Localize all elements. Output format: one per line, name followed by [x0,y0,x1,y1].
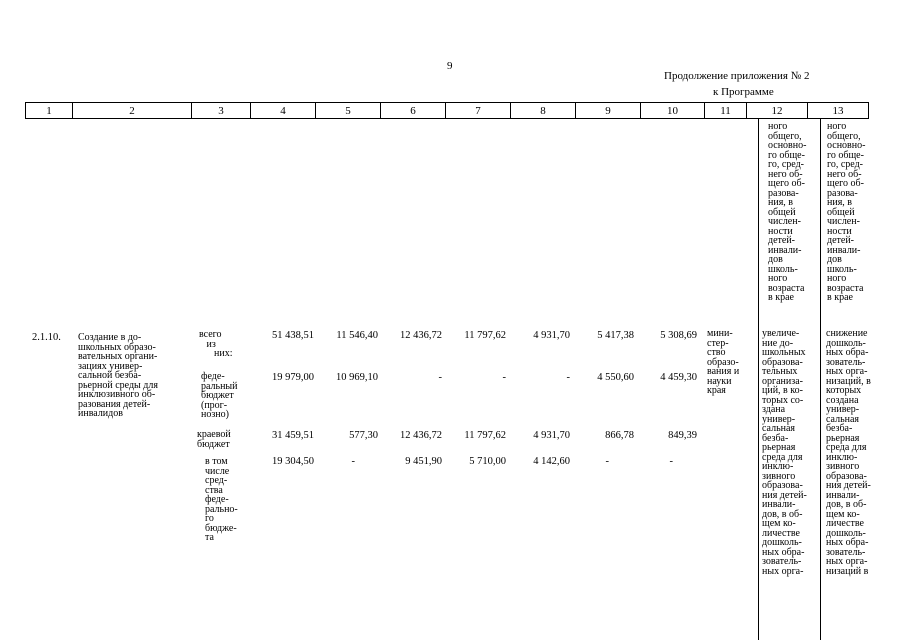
col-header: 3 [192,103,251,119]
row-label-regional: краевой бюджет [197,429,231,450]
item-executor: мини- стер- ство образо- вания и науки края [707,328,740,396]
value-cell: - [605,456,609,467]
col-header: 9 [576,103,641,119]
value-cell: 12 436,72 [400,330,442,341]
value-cell: 19 979,00 [272,372,314,383]
value-cell: 5 417,38 [597,330,634,341]
col12-carryover: ного общего, основно- го обще- го, сред- него об- щего об- разова- ния, в общей числен- ности детей- инвали- дов школь- ного возраста в крае [768,121,807,303]
row-label-including-federal: в том числе сред- ства феде- рально- го бюдже- та [205,456,238,543]
col-header: 7 [446,103,511,119]
col-header: 4 [251,103,316,119]
col-divider [820,118,821,640]
value-cell: 849,39 [668,430,697,441]
program-caption: к Программе [713,86,774,98]
value-cell: - [351,456,355,467]
value-cell: 9 451,90 [405,456,442,467]
value-cell: - [502,372,506,383]
value-cell: 5 308,69 [660,330,697,341]
row-label-total: всего из них: [199,329,233,359]
row-label-federal: феде- ральный бюджет (прог- нозно) [201,371,238,420]
col-header: 5 [316,103,381,119]
value-cell: 11 797,62 [464,330,506,341]
col-header: 13 [808,103,869,119]
page-number: 9 [447,60,453,72]
col-header: 12 [747,103,808,119]
value-cell: 31 459,51 [272,430,314,441]
value-cell: 866,78 [605,430,634,441]
value-cell: 10 969,10 [336,372,378,383]
col-header: 1 [26,103,73,119]
value-cell: 4 142,60 [533,456,570,467]
item-indicator-13: снижение дошколь- ных обра- зователь- ных орга- низаций, в которых создана универ- сальная безба- рьерная среда для инклю- зивного образова- ния детей- инвали- дов, в об- щем ко- личестве дошколь- ных обра- зователь- ных орга- низаций в [826,328,871,577]
value-cell: 19 304,50 [272,456,314,467]
item-title: Создание в до- школьных образо- вательных органи- зациях универ- сальной безба- рьерной среды для инклюзивного об- разования детей- инвалидов [78,332,158,419]
value-cell: 4 931,70 [533,430,570,441]
value-cell: 4 550,60 [597,372,634,383]
col-divider [758,118,759,640]
col-header: 8 [511,103,576,119]
item-indicator-12: увеличе- ние до- школьных образова- тельных организа- ций, в ко- торых со- здана универ- сальная безба- рьерная среда для инклю- зивного образова- ния детей- инвали- дов, в об- щем ко- личестве дошколь- ных обра- зователь- ных орга- [762,328,807,577]
value-cell: 577,30 [349,430,378,441]
value-cell: 12 436,72 [400,430,442,441]
col-header: 6 [381,103,446,119]
value-cell: 11 797,62 [464,430,506,441]
col-header: 10 [641,103,705,119]
value-cell: 4 931,70 [533,330,570,341]
col-header: 11 [705,103,747,119]
value-cell: 4 459,30 [660,372,697,383]
col-header: 2 [73,103,192,119]
col13-carryover: ного общего, основно- го обще- го, сред- него об- щего об- разова- ния, в общей числен- ности детей- инвали- дов школь- ного возраста в крае [827,121,866,303]
continuation-caption: Продолжение приложения № 2 [664,70,810,82]
value-cell: - [669,456,673,467]
value-cell: 5 710,00 [469,456,506,467]
value-cell: - [438,372,442,383]
item-number: 2.1.10. [32,332,61,343]
column-number-header [25,102,869,119]
value-cell: 11 546,40 [336,330,378,341]
value-cell: - [566,372,570,383]
value-cell: 51 438,51 [272,330,314,341]
